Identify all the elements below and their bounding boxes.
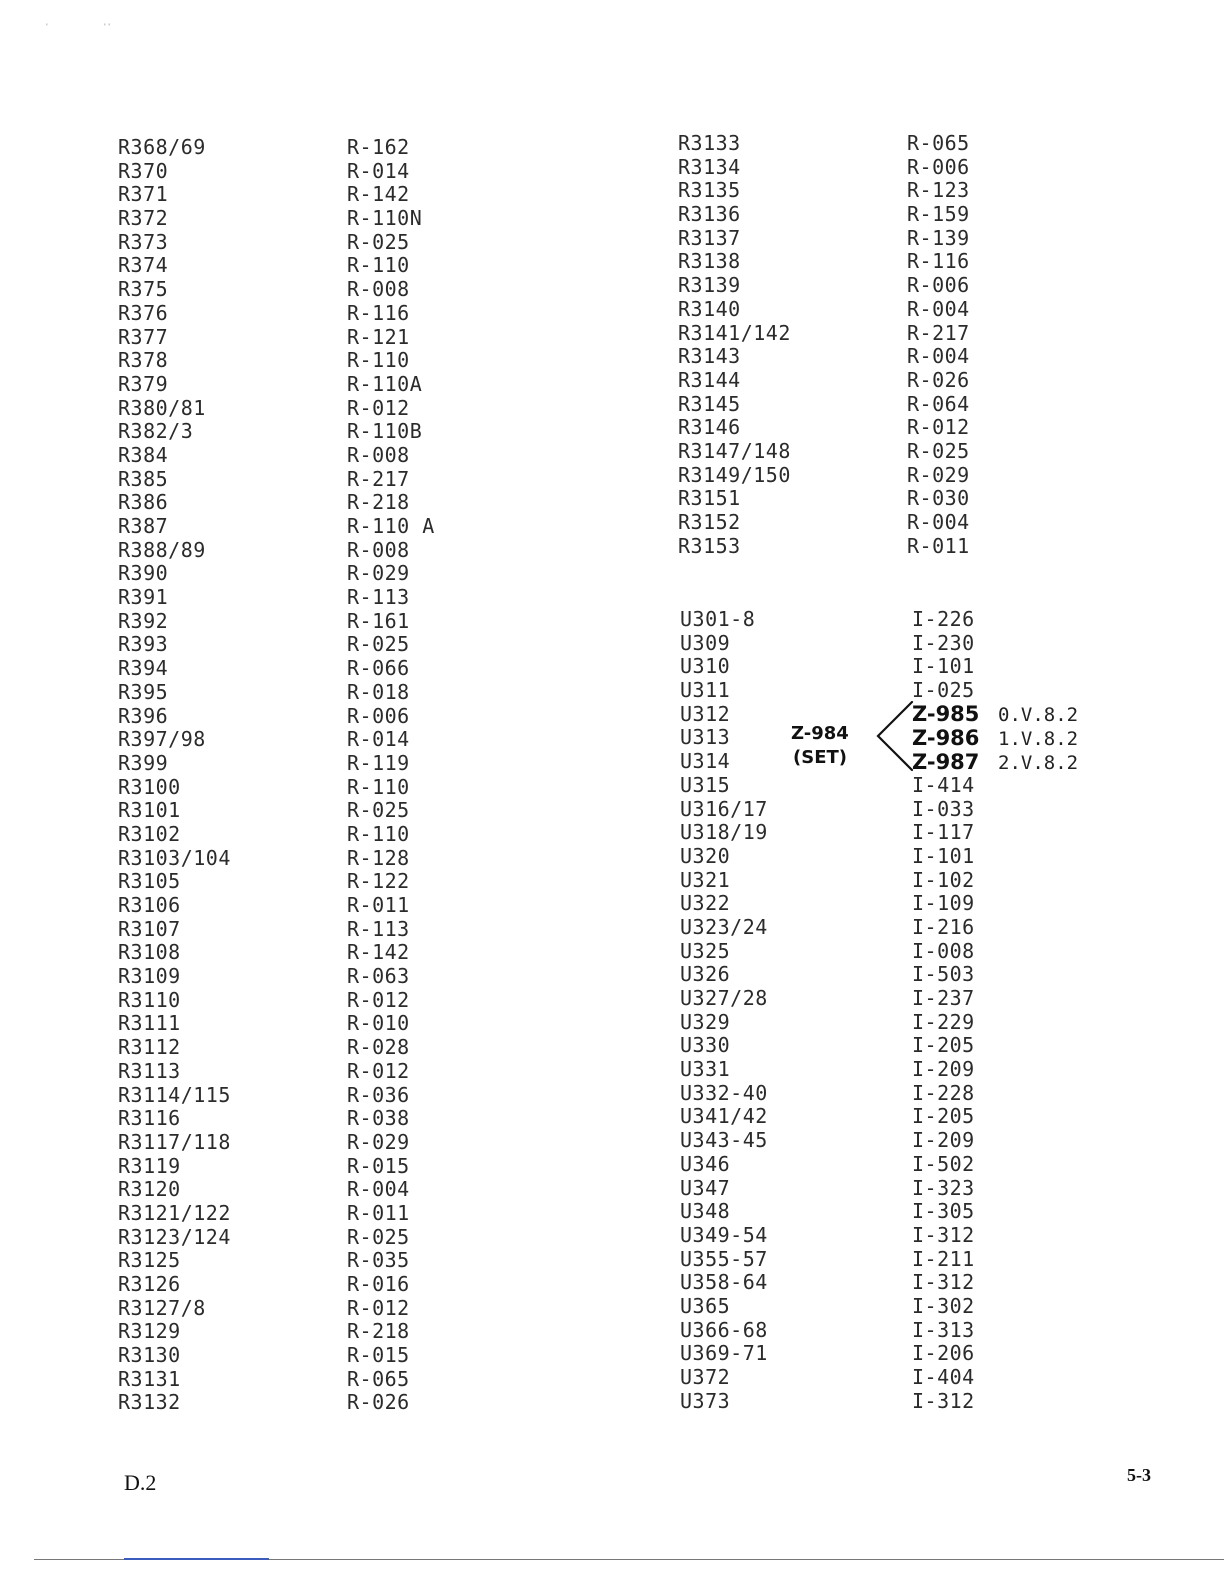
part-number: R-025 — [347, 1224, 410, 1249]
part-number: R-142 — [347, 182, 410, 207]
reference-designator: R372 — [118, 206, 169, 231]
reference-designator: R384 — [118, 442, 169, 467]
reference-designator: R3140 — [678, 296, 741, 321]
reference-designator: R397/98 — [118, 727, 206, 752]
part-number: R-008 — [347, 537, 410, 562]
part-number: R-030 — [907, 486, 970, 511]
handwritten-version-0: 0.V.8.2 — [998, 704, 1079, 726]
part-number: R-116 — [347, 300, 410, 325]
part-number: I-323 — [912, 1175, 975, 1200]
reference-designator: R3143 — [678, 344, 741, 369]
reference-designator: U323/24 — [680, 914, 768, 939]
reference-designator: U369-71 — [680, 1341, 768, 1366]
part-number: I-216 — [912, 914, 975, 939]
reference-designator: R394 — [118, 656, 169, 681]
reference-designator: R3101 — [118, 798, 181, 823]
reference-designator: U348 — [680, 1199, 731, 1224]
reference-designator: U316/17 — [680, 796, 768, 821]
reference-designator: U329 — [680, 1009, 731, 1034]
part-number: I-228 — [912, 1080, 975, 1105]
footer-section-label: D.2 — [124, 1470, 157, 1495]
reference-designator: R3133 — [678, 131, 741, 155]
reference-designator: U311 — [680, 678, 731, 703]
reference-designator: R392 — [118, 608, 169, 633]
part-number: R-026 — [347, 1390, 410, 1415]
reference-designator: U318/19 — [680, 820, 768, 845]
reference-designator: R3136 — [678, 202, 741, 227]
handwritten-part-2: Z-987 — [912, 750, 980, 774]
part-number: R-012 — [347, 395, 410, 420]
reference-designator: U315 — [680, 772, 731, 797]
reference-designator: R3106 — [118, 893, 181, 917]
part-number: R-025 — [347, 798, 410, 823]
part-number: I-101 — [912, 843, 975, 868]
part-number: R-012 — [347, 1295, 410, 1320]
reference-designator: R386 — [118, 490, 169, 515]
part-number: R-142 — [347, 940, 410, 965]
part-number: I-209 — [912, 1057, 975, 1082]
reference-designator: R368/69 — [118, 135, 206, 159]
part-number: R-217 — [907, 320, 970, 345]
reference-designator: R393 — [118, 632, 169, 657]
part-number: R-006 — [907, 273, 970, 298]
part-number: I-101 — [912, 654, 975, 679]
reference-designator: R3139 — [678, 273, 741, 298]
reference-designator: U365 — [680, 1293, 731, 1318]
part-number: R-029 — [347, 1129, 410, 1154]
part-number: R-011 — [347, 1200, 410, 1225]
handwritten-version-1: 1.V.8.2 — [998, 728, 1079, 750]
reference-designator: R3119 — [118, 1153, 181, 1178]
part-number: R-064 — [907, 391, 970, 416]
reference-designator: R375 — [118, 277, 169, 302]
left-reference-column — [118, 136, 231, 1415]
handwritten-set-part: Z-984 — [791, 723, 849, 744]
reference-designator: R3117/118 — [118, 1129, 231, 1154]
reference-designator: U322 — [680, 891, 731, 916]
reference-designator: R377 — [118, 324, 169, 349]
reference-designator: R3138 — [678, 249, 741, 274]
ic-reference-column — [680, 608, 768, 1413]
reference-designator: R390 — [118, 561, 169, 586]
part-number: R-012 — [347, 1058, 410, 1083]
reference-designator: R395 — [118, 679, 169, 704]
reference-designator: R371 — [118, 182, 169, 207]
part-number: R-025 — [347, 632, 410, 657]
reference-designator: R3132 — [118, 1390, 181, 1415]
reference-designator: R3153 — [678, 533, 741, 558]
reference-designator: U330 — [680, 1033, 731, 1058]
part-number: R-128 — [347, 845, 410, 870]
part-number: R-116 — [907, 249, 970, 274]
part-number: I-312 — [912, 1270, 975, 1295]
part-number: R-029 — [347, 561, 410, 586]
part-number: R-011 — [347, 893, 410, 917]
part-number: R-004 — [907, 344, 970, 369]
part-number: R-110 — [347, 348, 410, 373]
handwritten-bracket — [870, 700, 916, 772]
reference-designator: U325 — [680, 938, 731, 963]
part-number: I-414 — [912, 772, 975, 797]
reference-designator: R3131 — [118, 1366, 181, 1391]
reference-designator: U355-57 — [680, 1246, 768, 1271]
reference-designator: R382/3 — [118, 419, 194, 444]
reference-designator: R3125 — [118, 1248, 181, 1273]
reference-designator: U341/42 — [680, 1104, 768, 1129]
reference-designator: R373 — [118, 229, 169, 254]
part-number: R-018 — [347, 679, 410, 704]
reference-designator: R378 — [118, 348, 169, 373]
part-number: R-014 — [347, 727, 410, 752]
part-number: R-066 — [347, 656, 410, 681]
part-number: R-162 — [347, 135, 410, 159]
part-number: R-012 — [907, 415, 970, 440]
part-number: I-404 — [912, 1365, 975, 1389]
reference-designator: R3121/122 — [118, 1200, 231, 1225]
part-number: I-502 — [912, 1151, 975, 1176]
part-number: R-029 — [907, 462, 970, 487]
reference-designator: R3116 — [118, 1106, 181, 1131]
reference-designator: U332-40 — [680, 1080, 768, 1105]
reference-designator: U372 — [680, 1365, 731, 1389]
part-number: R-035 — [347, 1248, 410, 1273]
part-number: R-008 — [347, 442, 410, 467]
reference-designator: R3127/8 — [118, 1295, 206, 1320]
part-number: R-110 — [347, 821, 410, 846]
reference-designator: U326 — [680, 962, 731, 987]
part-number: R-025 — [347, 229, 410, 254]
reference-designator: U346 — [680, 1151, 731, 1176]
part-number: I-008 — [912, 938, 975, 963]
reference-designator: R396 — [118, 703, 169, 728]
part-number: R-025 — [907, 438, 970, 463]
part-number: R-028 — [347, 1035, 410, 1060]
handwritten-part-1: Z-986 — [912, 726, 980, 750]
part-number: I-312 — [912, 1222, 975, 1247]
reference-designator: R379 — [118, 371, 169, 396]
part-number: R-159 — [907, 202, 970, 227]
part-number: R-015 — [347, 1343, 410, 1368]
reference-designator: R3111 — [118, 1011, 181, 1036]
reference-designator: R3100 — [118, 774, 181, 799]
part-number: R-217 — [347, 466, 410, 491]
part-number: R-121 — [347, 324, 410, 349]
reference-designator: R3137 — [678, 225, 741, 250]
part-number: R-110N — [347, 206, 423, 231]
right-resistor-reference-column — [678, 132, 791, 558]
part-number: R-123 — [907, 178, 970, 203]
part-number: R-011 — [907, 533, 970, 558]
reference-designator: R3107 — [118, 916, 181, 941]
reference-designator: R3147/148 — [678, 438, 791, 463]
reference-designator: R3152 — [678, 510, 741, 534]
reference-designator: R3149/150 — [678, 462, 791, 487]
reference-designator: R3110 — [118, 987, 181, 1012]
scan-speck: ' ' — [104, 22, 110, 32]
part-number: I-211 — [912, 1246, 975, 1271]
left-part-number-column — [347, 136, 435, 1415]
part-number: I-305 — [912, 1199, 975, 1224]
reference-designator: R3151 — [678, 486, 741, 511]
reference-designator: R3113 — [118, 1058, 181, 1083]
reference-designator: R3123/124 — [118, 1224, 231, 1249]
reference-designator: R3103/104 — [118, 845, 231, 870]
reference-designator: R3141/142 — [678, 320, 791, 345]
reference-designator: U314 — [680, 749, 731, 774]
reference-designator: R391 — [118, 585, 169, 610]
reference-designator: R3109 — [118, 964, 181, 989]
reference-designator: R376 — [118, 300, 169, 325]
part-number: I-109 — [912, 891, 975, 916]
right-resistor-part-column — [907, 132, 970, 558]
reference-designator: R370 — [118, 158, 169, 183]
handwritten-set-label: (SET) — [793, 747, 847, 768]
reference-designator: U327/28 — [680, 986, 768, 1010]
part-number: I-102 — [912, 867, 975, 892]
part-number: R-004 — [907, 296, 970, 321]
part-number: R-110A — [347, 371, 423, 396]
reference-designator: U313 — [680, 725, 731, 750]
reference-designator: R388/89 — [118, 537, 206, 562]
handwritten-version-2: 2.V.8.2 — [998, 752, 1079, 774]
part-number: R-122 — [347, 869, 410, 894]
part-number: R-006 — [347, 703, 410, 728]
part-number: R-110B — [347, 419, 423, 444]
part-number: I-205 — [912, 1033, 975, 1058]
part-number: I-117 — [912, 820, 975, 845]
part-number: R-113 — [347, 916, 410, 941]
part-number: R-038 — [347, 1106, 410, 1131]
reference-designator: R3144 — [678, 367, 741, 392]
reference-designator: R3126 — [118, 1272, 181, 1296]
reference-designator: U309 — [680, 630, 731, 655]
part-number: R-006 — [907, 154, 970, 179]
part-number: I-237 — [912, 986, 975, 1010]
reference-designator: R387 — [118, 514, 169, 538]
reference-designator: R3130 — [118, 1343, 181, 1368]
reference-designator: U343-45 — [680, 1128, 768, 1153]
reference-designator: R3112 — [118, 1035, 181, 1060]
reference-designator: U349-54 — [680, 1222, 768, 1247]
reference-designator: U310 — [680, 654, 731, 679]
reference-designator: R3120 — [118, 1177, 181, 1202]
part-number: R-026 — [907, 367, 970, 392]
reference-designator: U320 — [680, 843, 731, 868]
part-number: R-008 — [347, 277, 410, 302]
part-number: R-161 — [347, 608, 410, 633]
part-number: R-004 — [907, 510, 970, 534]
reference-designator: R374 — [118, 253, 169, 278]
part-number: R-119 — [347, 750, 410, 775]
handwritten-part-0: Z-985 — [912, 702, 980, 726]
part-number: I-025 — [912, 678, 975, 703]
scan-speck: ' — [46, 22, 48, 32]
reference-designator: R399 — [118, 750, 169, 775]
reference-designator: U321 — [680, 867, 731, 892]
reference-designator: R3102 — [118, 821, 181, 846]
reference-designator: U301-8 — [680, 607, 756, 631]
part-number: R-015 — [347, 1153, 410, 1178]
part-number: R-113 — [347, 585, 410, 610]
part-number: I-229 — [912, 1009, 975, 1034]
part-number: R-010 — [347, 1011, 410, 1036]
part-number: R-012 — [347, 987, 410, 1012]
part-number: R-110 — [347, 253, 410, 278]
reference-designator: R3135 — [678, 178, 741, 203]
part-number: I-302 — [912, 1293, 975, 1318]
part-number: R-110 A — [347, 514, 435, 538]
part-number: I-313 — [912, 1317, 975, 1342]
reference-designator: R3129 — [118, 1319, 181, 1344]
reference-designator: R3105 — [118, 869, 181, 894]
bottom-rule-accent — [124, 1558, 269, 1560]
part-number: I-226 — [912, 607, 975, 631]
part-number: R-036 — [347, 1082, 410, 1107]
part-number: I-503 — [912, 962, 975, 987]
part-number: I-312 — [912, 1388, 975, 1413]
part-number: R-065 — [907, 131, 970, 155]
part-number: R-063 — [347, 964, 410, 989]
part-number: R-218 — [347, 490, 410, 515]
part-number: I-230 — [912, 630, 975, 655]
part-number: R-139 — [907, 225, 970, 250]
reference-designator: U366-68 — [680, 1317, 768, 1342]
reference-designator: U331 — [680, 1057, 731, 1082]
part-number: R-110 — [347, 774, 410, 799]
reference-designator: R380/81 — [118, 395, 206, 420]
reference-designator: U358-64 — [680, 1270, 768, 1295]
reference-designator: R3145 — [678, 391, 741, 416]
reference-designator: U373 — [680, 1388, 731, 1413]
part-number: R-218 — [347, 1319, 410, 1344]
part-number: I-033 — [912, 796, 975, 821]
reference-designator: U347 — [680, 1175, 731, 1200]
part-number: R-065 — [347, 1366, 410, 1391]
reference-designator: R3108 — [118, 940, 181, 965]
footer-page-number: 5-3 — [1127, 1465, 1151, 1485]
part-number: I-206 — [912, 1341, 975, 1366]
reference-designator: R385 — [118, 466, 169, 491]
part-number: R-014 — [347, 158, 410, 183]
reference-designator: U312 — [680, 701, 731, 726]
part-number: I-209 — [912, 1128, 975, 1153]
reference-designator: R3114/115 — [118, 1082, 231, 1107]
reference-designator: R3134 — [678, 154, 741, 179]
part-number: R-016 — [347, 1272, 410, 1296]
reference-designator: R3146 — [678, 415, 741, 440]
part-number: R-004 — [347, 1177, 410, 1202]
part-number: I-205 — [912, 1104, 975, 1129]
